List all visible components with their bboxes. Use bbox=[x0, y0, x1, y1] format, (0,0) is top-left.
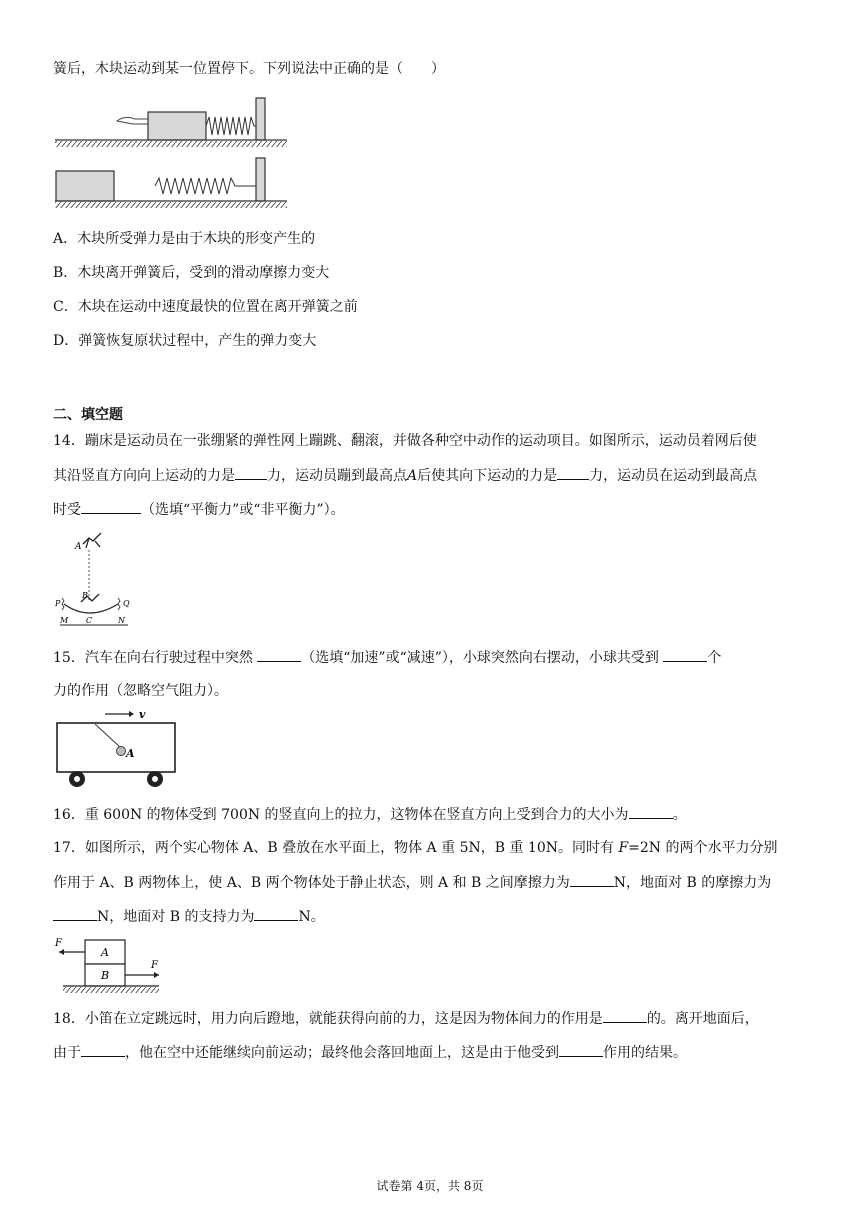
label-c: C bbox=[86, 616, 93, 625]
wall bbox=[256, 98, 265, 140]
q17-line1 bbox=[53, 838, 778, 858]
answer-blank bbox=[81, 499, 141, 514]
q16-text: 16．重 600N 的物体受到 700N 的竖直向上的拉力，这物体在竖直方向上受到合力的大小为 bbox=[53, 807, 629, 823]
q16-line1 bbox=[53, 804, 687, 825]
q14-text: 其沿竖直方向向上运动的力是 bbox=[53, 468, 235, 484]
ball-label: A bbox=[126, 747, 135, 760]
q17-text: N，地面对 B 的摩擦力为 bbox=[613, 875, 772, 891]
label-b: B bbox=[82, 591, 88, 600]
car-body bbox=[57, 723, 175, 772]
answer-blank bbox=[81, 1042, 125, 1057]
spring-block-figure bbox=[55, 95, 290, 210]
q18-text: 18．小笛在立定跳远时，用力向后蹬地，就能获得向前的力，这是因为物体间力的作用是 bbox=[53, 1011, 603, 1027]
answer-blank bbox=[254, 906, 298, 921]
upper-panel bbox=[55, 98, 287, 147]
answer-blank bbox=[235, 465, 267, 480]
q18-text: 作用的结果。 bbox=[603, 1045, 687, 1061]
wood-block bbox=[148, 112, 206, 140]
q17-line2 bbox=[53, 872, 771, 893]
q14-line2 bbox=[53, 465, 757, 486]
q15-text: 15．汽车在向右行驶过程中突然 bbox=[53, 650, 258, 666]
answer-blank bbox=[570, 872, 614, 887]
answer-blank bbox=[557, 465, 589, 480]
q15-text: （选填“加速”或“减速”），小球突然向右摆动，小球共受到 bbox=[301, 650, 664, 666]
trampoline-net bbox=[64, 604, 118, 613]
q17-text: 17．如图所示，两个实心物体 A、B 叠放在水平面上，物体 A 重 5N，B 重 10N。同时有 bbox=[53, 840, 619, 856]
block-b-label: B bbox=[101, 969, 110, 982]
label-p: P bbox=[55, 599, 61, 608]
car-pendulum-figure bbox=[55, 706, 180, 791]
q13-option-d: D．弹簧恢复原状过程中，产生的弹力变大 bbox=[53, 333, 317, 349]
q17-text: N。 bbox=[298, 909, 325, 925]
trampoline-figure bbox=[55, 530, 135, 630]
relaxed-spring bbox=[155, 178, 256, 194]
label-a: A bbox=[75, 542, 82, 552]
answer-blank bbox=[663, 647, 707, 662]
compressed-spring bbox=[206, 117, 256, 135]
force-label-bottom: F bbox=[151, 960, 158, 971]
answer-blank bbox=[53, 906, 97, 921]
q13-option-c: C．木块在运动中速度最快的位置在离开弹簧之前 bbox=[53, 299, 358, 315]
athlete-top-icon bbox=[83, 533, 101, 548]
q14-text: 力，运动员在运动到最高点 bbox=[589, 468, 758, 484]
block-a-label: A bbox=[101, 946, 109, 959]
q16-text: 。 bbox=[672, 807, 687, 823]
q17-line3 bbox=[53, 906, 325, 927]
q14-text: （选填“平衡力”或“非平衡力”）。 bbox=[141, 502, 345, 518]
q18-text: 由于 bbox=[53, 1045, 81, 1061]
q15-line1 bbox=[53, 647, 721, 668]
section-title: 二、填空题 bbox=[53, 407, 123, 423]
point-a-label: A bbox=[407, 468, 418, 484]
force-label-top: F bbox=[55, 938, 62, 949]
q14-text: 后使其向下运动的力是 bbox=[417, 468, 558, 484]
q15-text: 个 bbox=[707, 650, 722, 666]
pendulum-ball bbox=[117, 747, 126, 756]
wall bbox=[256, 158, 265, 201]
label-m: M bbox=[60, 616, 69, 625]
stacked-blocks-figure bbox=[55, 934, 170, 996]
q17-text: =2N 的两个水平力分别 bbox=[628, 840, 778, 856]
force-symbol: F bbox=[618, 840, 629, 856]
q18-line2 bbox=[53, 1042, 687, 1063]
lower-panel bbox=[55, 158, 287, 208]
q13-option-a: A．木块所受弹力是由于木块的形变产生的 bbox=[53, 231, 316, 247]
answer-blank bbox=[257, 647, 301, 662]
answer-blank bbox=[559, 1042, 603, 1057]
q14-text: 力，运动员蹦到最高点 bbox=[267, 468, 407, 484]
velocity-label: v bbox=[139, 708, 146, 721]
label-n: N bbox=[118, 616, 125, 625]
wood-block bbox=[56, 171, 114, 201]
q17-text: N，地面对 B 的支持力为 bbox=[97, 909, 255, 925]
label-q: Q bbox=[123, 599, 130, 608]
q18-text: ，他在空中还能继续向前运动；最终他会落回地面上，这是由于他受到 bbox=[125, 1045, 559, 1061]
page-footer: 试卷第 4页，共 8页 bbox=[376, 1179, 484, 1193]
q13-intro: 簧后，木块运动到某一位置停下。下列说法中正确的是（ ） bbox=[53, 61, 445, 77]
answer-blank bbox=[603, 1008, 647, 1023]
q17-text: 作用于 A、B 两物体上，使 A、B 两个物体处于静止状态，则 A 和 B 之间摩擦力为 bbox=[53, 875, 570, 891]
hand-icon bbox=[117, 117, 149, 124]
answer-blank bbox=[629, 804, 673, 819]
q14-text: 时受 bbox=[53, 502, 81, 518]
q13-option-b: B．木块离开弹簧后，受到的滑动摩擦力变大 bbox=[53, 265, 330, 281]
q15-line2: 力的作用（忽略空气阻力）。 bbox=[53, 683, 228, 699]
q14-line1: 14．蹦床是运动员在一张绷紧的弹性网上蹦跳、翻滚，并做各种空中动作的运动项目。如图所示，运动员着网后使 bbox=[53, 433, 757, 449]
q18-line1 bbox=[53, 1008, 759, 1029]
q14-line3 bbox=[53, 499, 345, 520]
q18-text: 的。离开地面后， bbox=[646, 1011, 759, 1027]
